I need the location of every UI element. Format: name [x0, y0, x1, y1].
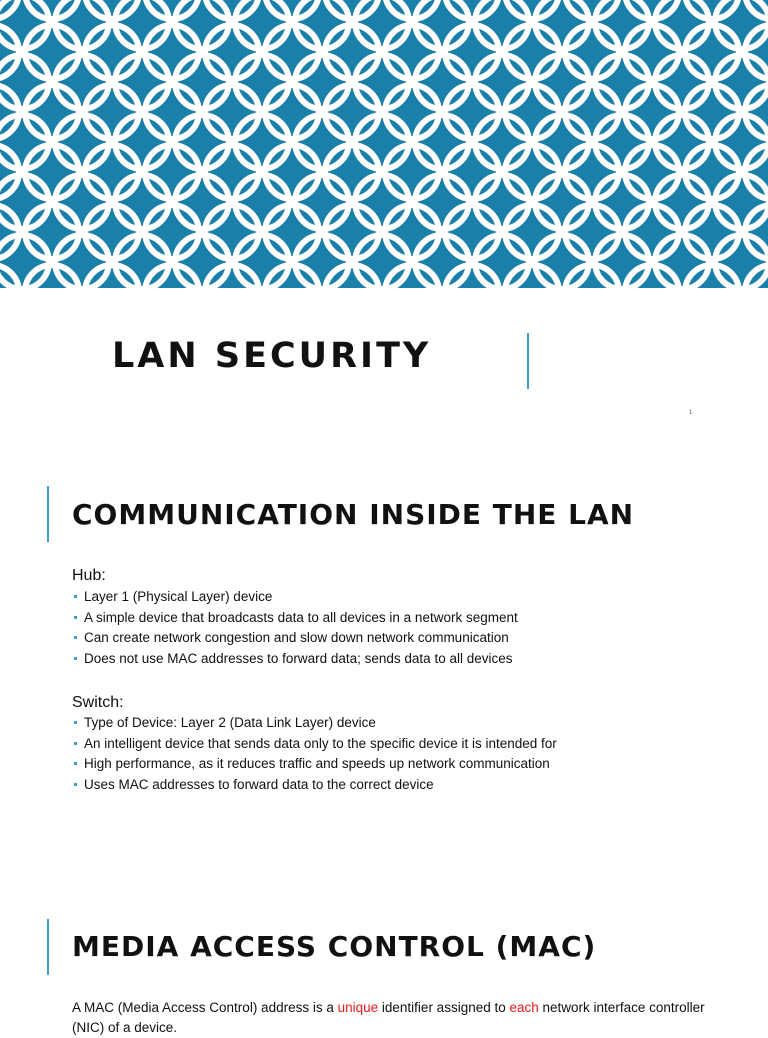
slide-title-lan-security: LAN SECURITY: [112, 336, 432, 376]
hub-heading: Hub:: [72, 567, 106, 584]
section-title-mac: MEDIA ACCESS CONTROL (MAC): [72, 930, 597, 963]
mac-definition-text: [72, 998, 732, 1038]
mac-text-part: A MAC (Media Access Control) address is a: [72, 1000, 338, 1015]
list-item: An intelligent device that sends data only to the specific device it is intended for: [72, 734, 557, 755]
page-number: 1: [689, 410, 693, 416]
switch-heading: Switch:: [72, 694, 124, 711]
title-accent-line: [527, 333, 529, 389]
highlight-unique: unique: [337, 1000, 379, 1015]
switch-bullet-list: [72, 713, 557, 795]
highlight-each: each: [509, 1000, 539, 1015]
list-item: High performance, as it reduces traffic and speeds up network communication: [72, 754, 557, 775]
list-item: A simple device that broadcasts data to all devices in a network segment: [72, 608, 518, 629]
section-accent-line: [47, 486, 49, 542]
section-title-communication: COMMUNICATION INSIDE THE LAN: [72, 498, 635, 531]
list-item: Uses MAC addresses to forward data to the correct device: [72, 775, 557, 796]
list-item: Can create network congestion and slow down network communication: [72, 628, 518, 649]
list-item: Type of Device: Layer 2 (Data Link Layer) device: [72, 713, 557, 734]
circle-lattice-pattern: [0, 0, 768, 288]
hub-bullet-list: [72, 587, 518, 669]
list-item: Does not use MAC addresses to forward data; sends data to all devices: [72, 649, 518, 670]
mac-text-part: identifier assigned to: [378, 1000, 510, 1015]
section-accent-line: [47, 919, 49, 975]
mac-text-part: network interface controller (NIC) of a device.: [72, 1000, 705, 1035]
list-item: Layer 1 (Physical Layer) device: [72, 587, 518, 608]
decorative-banner-pattern: [0, 0, 768, 288]
